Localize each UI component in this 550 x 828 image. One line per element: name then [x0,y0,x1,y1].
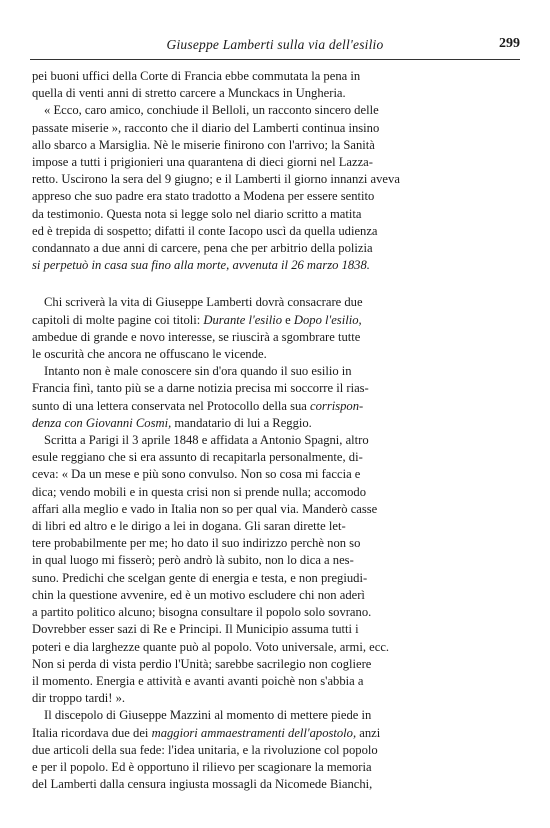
text-run: dica; vendo mobili e in questa crisi non si prende nulla; accomodo [32,484,366,499]
italic-text: corrispon- [310,398,364,413]
text-run: Francia finì, tanto più se a darne notizia precisa mi soccorre il rias- [32,381,369,396]
italic-text: denza con Giovanni Cosmi, [32,415,172,430]
text-run: e per il popolo. Ed è opportuno il rilievo per scagionare la memoria [32,759,372,774]
text-run: Dovrebber esser sazi di Re e Principi. Il Municipio assuma tutti i [32,622,359,637]
paragraph-gap [32,274,520,294]
text-run: Non si perda di vista perdio l'Unità; sarebbe sacrilegio non cogliere [32,656,372,671]
page-number: 299 [499,36,520,51]
text-run: Il discepolo di Giuseppe Mazzini al momento di mettere piede in [44,708,372,723]
text-line [32,294,520,311]
text-run: mandatario di lui a Reggio. [171,415,312,430]
text-line [32,707,520,724]
text-run: ceva: « Da un mese e più sono convulso. Non so cosa mi faccia e [32,467,361,482]
text-line [32,171,520,188]
text-run: del Lamberti dalla censura ingiusta mossagli da Nicomede Bianchi, [32,777,373,792]
text-line [32,742,520,759]
text-run: retto. Uscirono la sera del 9 giugno; e il Lamberti il giorno innanzi aveva [32,172,400,187]
text-run: in qual luogo mi fisserò; però andrò là subito, non lo dica a nes- [32,553,354,568]
text-line [32,240,520,257]
text-run: esule reggiano che si era assunto di recapitarla personalmente, di- [32,450,363,465]
text-line [32,85,520,102]
text-run: « Ecco, caro amico, conchiude il Belloli, un racconto sincero delle [44,103,379,118]
text-line [32,380,520,397]
text-run: poteri e dia larghezze quante può al popolo. Voto universale, armi, ecc. [32,639,390,654]
paragraph [32,432,520,707]
italic-text: Dopo l'esilio, [293,312,362,327]
paragraph [32,363,520,432]
text-run: di libri ed altro e le dirigo a lei in dogana. Gli saran dirette let- [32,519,346,534]
text-line [32,604,520,621]
italic-text: maggiori ammaestramenti dell'apostolo, [151,725,357,740]
text-run: Chi scriverà la vita di Giuseppe Lamberti dovrà consacrare due [44,295,363,310]
text-run: sunto di una lettera conservata nel Protocollo della sua [32,398,311,413]
text-run: Italia ricordava due dei [32,725,152,740]
text-line [32,690,520,707]
text-run: ambedue di grande e novo interesse, se riuscirà a sgombrare tutte [32,329,361,344]
text-line [32,725,520,742]
text-line [32,466,520,483]
text-run: anzi [356,725,381,740]
text-run: e [282,312,294,327]
text-line [32,415,520,432]
text-line [32,346,520,363]
text-run: tere probabilmente per me; ho dato il suo indirizzo perchè non so [32,536,361,551]
text-run: le oscurità che ancora ne offuscano le vicende. [32,347,267,362]
text-line [32,759,520,776]
body-text [32,68,520,793]
text-run: Intanto non è male conoscere sin d'ora quando il suo esilio in [44,364,352,379]
text-run: capitoli di molte pagine coi titoli: [32,312,204,327]
text-run: due articoli della sua fede: l'idea unitaria, e la rivoluzione col popolo [32,742,378,757]
text-run: condannato a due anni di carcere, pena che per arbitrio della polizia [32,241,373,256]
italic-text: si perpetuò in casa sua fino alla morte, avvenuta il 26 marzo 1838. [32,258,370,273]
text-line [32,587,520,604]
text-line [32,137,520,154]
paragraph [32,68,520,102]
text-run: ed è trepida di sospetto; difatti il conte Iacopo uscì da quella udienza [32,223,378,238]
running-title: Giuseppe Lamberti sulla via dell'esilio [166,37,384,52]
page-header [30,33,520,60]
text-line [32,68,520,85]
text-line [32,206,520,223]
text-line [32,223,520,240]
text-line [32,363,520,380]
text-line [32,570,520,587]
text-line [32,102,520,119]
text-line [32,257,520,274]
text-run: appreso che suo padre era stato tradotto a Modena per essere sentito [32,189,375,204]
text-line [32,120,520,137]
paragraph [32,102,520,274]
text-line [32,154,520,171]
text-run: allo sbarco a Marsiglia. Nè le miserie finirono con l'arrivo; la Sanità [32,137,375,152]
text-line [32,776,520,793]
text-line [32,552,520,569]
text-line [32,535,520,552]
text-line [32,449,520,466]
text-line [32,518,520,535]
text-run: pei buoni uffici della Corte di Francia ebbe commutata la pena in [32,69,361,83]
text-line [32,484,520,501]
text-run: dir troppo tardi! ». [32,691,126,706]
text-run: da testimonio. Questa nota si legge solo nel diario scritto a matita [32,206,362,221]
text-run: quella di venti anni di stretto carcere a Munckacs in Ungheria. [32,86,346,101]
paragraph [32,707,520,793]
text-line [32,398,520,415]
text-line [32,621,520,638]
text-line [32,312,520,329]
text-run: il momento. Energia e attività e avanti avanti poichè non s'abbia a [32,673,364,688]
paragraph [32,294,520,363]
text-line [32,656,520,673]
text-run: affari alla meglio e vado in Italia non so per qual via. Manderò casse [32,501,378,516]
text-run: impose a tutti i prigionieri una quarantena di dieci giorni nel Lazza- [32,155,373,170]
text-line [32,188,520,205]
text-line [32,432,520,449]
text-line [32,329,520,346]
text-run: a partito politico alcuno; bisogna consultare il popolo solo sovrano. [32,605,372,620]
text-line [32,501,520,518]
text-run: Scritta a Parigi il 3 aprile 1848 e affidata a Antonio Spagni, altro [44,433,369,448]
text-run: chin la questione avvenire, ed è un motivo escludere chi non aderì [32,587,365,602]
text-run: suno. Predichi che scelgan gente di energia e testa, e non pregiudi- [32,570,368,585]
text-line [32,673,520,690]
text-line [32,639,520,656]
italic-text: Durante l'esilio [203,312,282,327]
text-run: passate miserie », racconto che il diario del Lamberti continua insino [32,120,380,135]
